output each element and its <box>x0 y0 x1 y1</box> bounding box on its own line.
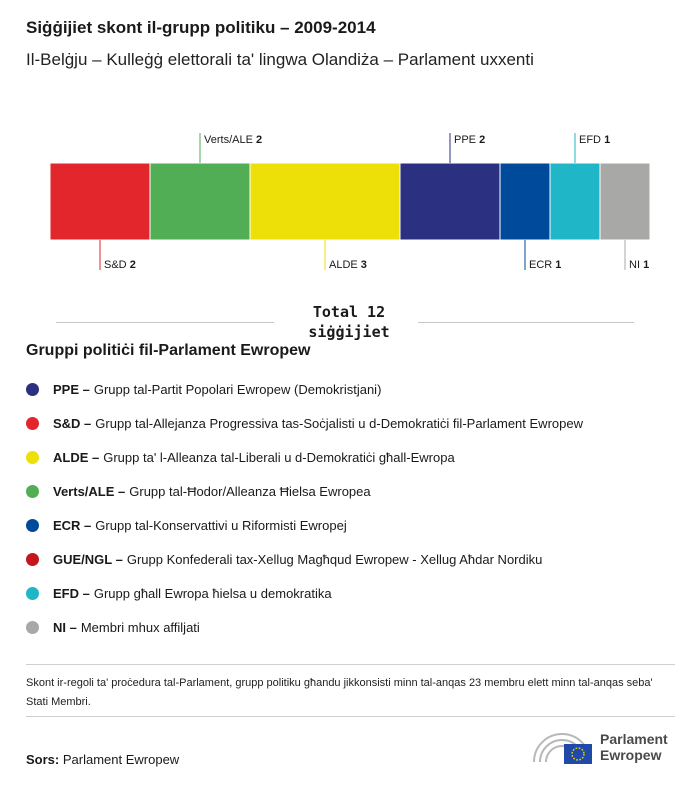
legend-desc: Grupp tal-Konservattivi u Riformisti Ewropej <box>95 517 347 533</box>
data-label-ni: NI 1 <box>629 259 650 271</box>
source <box>26 752 179 767</box>
legend-color-dot-icon <box>26 621 39 634</box>
total-seats <box>275 302 423 342</box>
note-bottom-divider <box>26 716 675 717</box>
legend-desc: Grupp tal-Allejanza Progressiva tas-Soċjalisti u d-Demokratiċi fil-Parlament Ewropew <box>95 415 583 431</box>
bar-segment-ppe <box>400 163 500 240</box>
data-label-verts-ale: Verts/ALE 2 <box>204 134 263 146</box>
logo-line1: Parlament <box>600 731 668 747</box>
chart-subtitle: Il-Belġju – Kulleġġ elettorali ta' lingwa Olandiża – Parlament uxxenti <box>26 50 534 69</box>
bar-segment-s-d <box>50 163 150 240</box>
legend-item <box>26 474 583 508</box>
data-label-efd: EFD 1 <box>579 134 611 146</box>
total-unit: siġġijiet <box>308 323 390 341</box>
data-label-ppe: PPE 2 <box>454 134 486 146</box>
seat-bar-chart <box>0 120 700 300</box>
legend-item <box>26 372 583 406</box>
legend-abbr: NI – <box>53 619 77 635</box>
legend <box>26 372 583 644</box>
bar-segment-verts-ale <box>150 163 250 240</box>
legend-abbr: ALDE – <box>53 449 100 465</box>
footnote: Skont ir-regoli ta' proċedura tal-Parlament, grupp politiku għandu jikkonsisti minn tal-anqas 23 membru elett minn tal-anqas seba' Stati Membri. <box>26 677 653 708</box>
legend-color-dot-icon <box>26 451 39 464</box>
legend-desc: Grupp tal-Partit Popolari Ewropew (Demokristjani) <box>93 381 382 397</box>
legend-color-dot-icon <box>26 417 39 430</box>
source-value: Parlament Ewropew <box>62 752 180 767</box>
legend-item <box>26 406 583 440</box>
bar-segment-alde <box>250 163 400 240</box>
legend-item <box>26 576 583 610</box>
legend-color-dot-icon <box>26 485 39 498</box>
legend-abbr: ECR – <box>53 517 92 533</box>
legend-desc: Grupp għall Ewropa ħielsa u demokratika <box>93 585 332 601</box>
data-label-alde: ALDE 3 <box>329 259 367 271</box>
legend-desc: Grupp tal-Ħodor/Alleanza Ħielsa Ewropea <box>129 483 371 499</box>
legend-item <box>26 610 583 644</box>
chart-title: Siġġijiet skont il-grupp politiku – 2009-2014 <box>26 18 376 37</box>
legend-desc: Membri mhux affiljati <box>80 619 200 635</box>
total-divider-left <box>56 322 274 323</box>
legend-abbr: GUE/NGL – <box>53 551 123 567</box>
legend-color-dot-icon <box>26 553 39 566</box>
legend-desc: Grupp ta' l-Alleanza tal-Liberali u d-Demokratiċi għall-Ewropa <box>103 449 455 465</box>
legend-abbr: EFD – <box>53 585 90 601</box>
bar-segment-ni <box>600 163 650 240</box>
source-label: Sors: <box>26 752 60 767</box>
parliament-logo <box>530 728 668 766</box>
hemicycle-flag-icon <box>530 728 594 766</box>
legend-desc: Grupp Konfederali tax-Xellug Magħqud Ewropew - Xellug Aħdar Nordiku <box>126 551 543 567</box>
legend-item <box>26 508 583 542</box>
legend-color-dot-icon <box>26 519 39 532</box>
data-label-ecr: ECR 1 <box>529 259 562 271</box>
legend-abbr: Verts/ALE – <box>53 483 126 499</box>
legend-color-dot-icon <box>26 383 39 396</box>
legend-item <box>26 542 583 576</box>
bar-segment-efd <box>550 163 600 240</box>
legend-abbr: S&D – <box>53 415 92 431</box>
logo-line2: Ewropew <box>600 747 662 763</box>
legend-abbr: PPE – <box>53 381 90 397</box>
legend-color-dot-icon <box>26 587 39 600</box>
legend-item <box>26 440 583 474</box>
data-label-s-d: S&D 2 <box>104 259 136 271</box>
legend-title: Gruppi politiċi fil-Parlament Ewropew <box>26 342 311 359</box>
total-label: Total 12 <box>312 303 386 321</box>
bar-segment-ecr <box>500 163 550 240</box>
note-top-divider <box>26 664 675 665</box>
total-divider-right <box>418 322 634 323</box>
